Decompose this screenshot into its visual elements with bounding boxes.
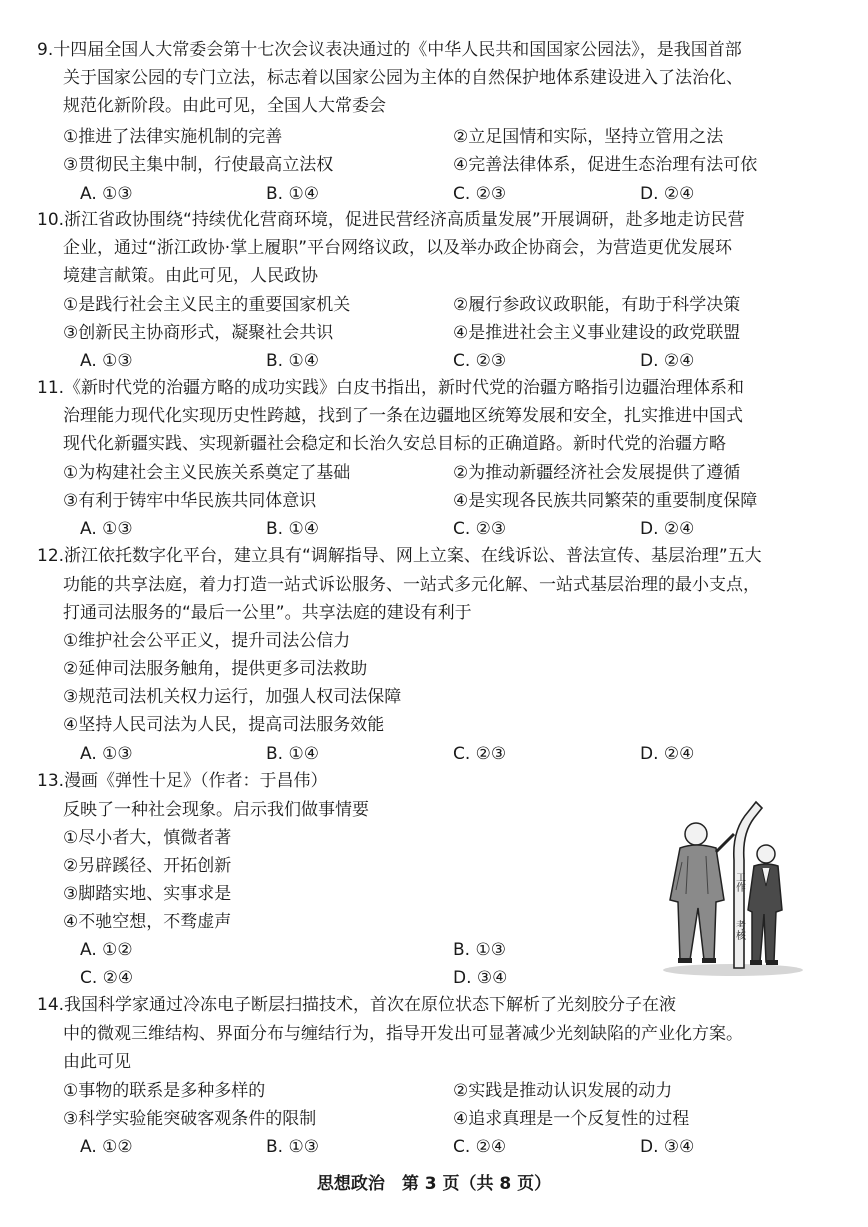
q9-stem-text-1: 9.十四届全国人大常委会第十七次会议表决通过的《中华人民共和国国家公园法》，是我国首部 xyxy=(37,40,742,60)
sign-text-top: 工作 xyxy=(733,872,745,892)
q10-options-row-2 xyxy=(0,319,868,347)
q12-stem-line-1 xyxy=(0,542,868,570)
q9-stem-text-3: 规范化新阶段。由此可见，全国人大常委会 xyxy=(63,96,386,116)
q9-choice-b: B. ①④ xyxy=(266,184,319,204)
q12-stem-text-2: 功能的共享法庭，着力打造一站式诉讼服务、一站式多元化解、一站式基层治理的最小支点， xyxy=(63,575,760,595)
q14-stem-line-1 xyxy=(0,991,868,1019)
q9-stem-line-1 xyxy=(0,36,868,64)
q11-choice-b: B. ①④ xyxy=(266,519,319,539)
q9-option-1: ①推进了法律实施机制的完善 xyxy=(63,127,283,147)
q13-option-3: ③脚踏实地、实事求是 xyxy=(63,884,232,904)
q11-choice-d: D. ②④ xyxy=(640,519,695,539)
q12-stem-text-3: 打通司法服务的“最后一公里”。共享法庭的建设有利于 xyxy=(63,603,472,623)
q9-option-2: ②立足国情和实际，坚持立管用之法 xyxy=(453,127,724,147)
q10-choice-c: C. ②③ xyxy=(453,351,507,371)
q11-options-row-1 xyxy=(0,459,868,487)
q14-option-1: ①事物的联系是多种多样的 xyxy=(63,1081,266,1101)
right-man-figure xyxy=(748,845,782,965)
q14-stem-text-3: 由此可见 xyxy=(63,1052,131,1072)
q14-choice-b: B. ①③ xyxy=(266,1137,319,1157)
q14-choice-d: D. ③④ xyxy=(640,1137,695,1157)
q10-stem-text-1: 10.浙江省政协围绕“持续优化营商环境，促进民营经济高质量发展”开展调研，赴多地走访民营 xyxy=(37,210,745,230)
q9-stem-line-3 xyxy=(0,92,868,120)
cartoon-elastic-post-illustration xyxy=(658,790,808,980)
q11-stem-line-1 xyxy=(0,374,868,402)
q11-stem-line-2 xyxy=(0,402,868,430)
q9-choice-c: C. ②③ xyxy=(453,184,507,204)
page-footer: 思想政治 第 3 页（共 8 页） xyxy=(316,1174,552,1194)
q13-option-2: ②另辟蹊径、开拓创新 xyxy=(63,856,232,876)
q12-option-row-4 xyxy=(0,711,868,739)
q11-stem-text-3: 现代化新疆实践、实现新疆社会稳定和长治久安总目标的正确道路。新时代党的治疆方略 xyxy=(63,434,726,454)
q12-option-2: ②延伸司法服务触角，提供更多司法救助 xyxy=(63,659,368,679)
left-man-figure xyxy=(670,823,734,963)
q12-option-row-1 xyxy=(0,627,868,655)
q10-options-row-1 xyxy=(0,291,868,319)
q10-choices xyxy=(0,347,868,375)
q12-option-4: ④坚持人民司法为人民，提高司法服务效能 xyxy=(63,715,385,735)
q10-option-3: ③创新民主协商形式，凝聚社会共识 xyxy=(63,323,334,343)
q14-choice-a: A. ①② xyxy=(80,1137,133,1157)
q13-choice-b: B. ①③ xyxy=(453,940,506,960)
q14-stem-line-3 xyxy=(0,1048,868,1076)
q13-choice-c: C. ②④ xyxy=(80,968,134,988)
q12-choice-a: A. ①③ xyxy=(80,744,133,764)
q14-stem-text-2: 中的微观三维结构、界面分布与缠结行为，指导开发出可显著减少光刻缺陷的产业化方案。 xyxy=(63,1024,743,1044)
q13-choice-a: A. ①② xyxy=(80,940,133,960)
q13-option-4: ④不驰空想，不骛虚声 xyxy=(63,912,232,932)
q12-choice-c: C. ②③ xyxy=(453,744,507,764)
q12-option-row-2 xyxy=(0,655,868,683)
q10-option-4: ④是推进社会主义事业建设的政党联盟 xyxy=(453,323,741,343)
q14-option-4: ④追求真理是一个反复性的过程 xyxy=(453,1109,690,1129)
q9-option-4: ④完善法律体系，促进生态治理有法可依 xyxy=(453,155,758,175)
q10-choice-b: B. ①④ xyxy=(266,351,319,371)
q14-stem-text-1: 14.我国科学家通过冷冻电子断层扫描技术，首次在原位状态下解析了光刻胶分子在液 xyxy=(37,995,677,1015)
q9-stem-text-2: 关于国家公园的专门立法，标志着以国家公园为主体的自然保护地体系建设进入了法治化、 xyxy=(63,68,743,88)
q10-choice-d: D. ②④ xyxy=(640,351,695,371)
q12-option-row-3 xyxy=(0,683,868,711)
q12-stem-line-2 xyxy=(0,571,868,599)
q11-stem-text-2: 治理能力现代化实现历史性跨越，找到了一条在边疆地区统筹发展和安全，扎实推进中国式 xyxy=(63,406,743,426)
q12-choice-b: B. ①④ xyxy=(266,744,319,764)
q11-options-row-2 xyxy=(0,487,868,515)
q12-stem-text-1: 12.浙江依托数字化平台，建立具有“调解指导、网上立案、在线诉讼、普法宣传、基层治理”五大 xyxy=(37,546,762,566)
q11-stem-line-3 xyxy=(0,430,868,458)
q14-choices xyxy=(0,1133,868,1161)
q11-stem-text-1: 11.《新时代党的治疆方略的成功实践》白皮书指出，新时代党的治疆方略指引边疆治理体系和 xyxy=(37,378,745,398)
q12-stem-line-3 xyxy=(0,599,868,627)
q14-stem-line-2 xyxy=(0,1020,868,1048)
q12-choice-d: D. ②④ xyxy=(640,744,695,764)
q14-option-3: ③科学实验能突破客观条件的限制 xyxy=(63,1109,317,1129)
q14-options-row-2 xyxy=(0,1105,868,1133)
q11-choice-a: A. ①③ xyxy=(80,519,133,539)
q11-option-1: ①为构建社会主义民族关系奠定了基础 xyxy=(63,463,351,483)
q14-options-row-1 xyxy=(0,1077,868,1105)
q13-stem-text-1: 13.漫画《弹性十足》（作者：于昌伟） xyxy=(37,771,328,791)
q9-option-3: ③贯彻民主集中制，行使最高立法权 xyxy=(63,155,334,175)
q9-options-row-1 xyxy=(0,123,868,151)
q13-stem-text-2: 反映了一种社会现象。启示我们做事情要 xyxy=(63,800,369,820)
q10-option-2: ②履行参政议政职能，有助于科学决策 xyxy=(453,295,741,315)
q11-option-4: ④是实现各民族共同繁荣的重要制度保障 xyxy=(453,491,758,511)
q12-option-1: ①维护社会公平正义，提升司法公信力 xyxy=(63,631,351,651)
q10-stem-text-3: 境建言献策。由此可见，人民政协 xyxy=(63,266,318,286)
q9-choice-a: A. ①③ xyxy=(80,184,133,204)
q12-option-3: ③规范司法机关权力运行，加强人权司法保障 xyxy=(63,687,402,707)
q9-options-row-2 xyxy=(0,151,868,179)
q10-choice-a: A. ①③ xyxy=(80,351,133,371)
q10-stem-line-1 xyxy=(0,206,868,234)
q10-option-1: ①是践行社会主义民主的重要国家机关 xyxy=(63,295,351,315)
q13-choice-d: D. ③④ xyxy=(453,968,508,988)
q10-stem-text-2: 企业，通过“浙江政协·掌上履职”平台网络议政，以及举办政企协商会，为营造更优发展环 xyxy=(63,238,733,258)
q11-option-3: ③有利于铸牢中华民族共同体意识 xyxy=(63,491,317,511)
q9-stem-line-2 xyxy=(0,64,868,92)
q10-stem-line-3 xyxy=(0,262,868,290)
q10-stem-line-2 xyxy=(0,234,868,262)
q14-choice-c: C. ②④ xyxy=(453,1137,507,1157)
q11-choice-c: C. ②③ xyxy=(453,519,507,539)
q13-option-1: ①尽小者大，慎微者著 xyxy=(63,828,232,848)
q9-choices xyxy=(0,180,868,208)
q12-choices xyxy=(0,740,868,768)
q11-choices xyxy=(0,515,868,543)
q14-option-2: ②实践是推动认识发展的动力 xyxy=(453,1081,673,1101)
ground-shadow xyxy=(663,964,803,976)
q9-choice-d: D. ②④ xyxy=(640,184,695,204)
sign-text-bottom: 考核 xyxy=(733,920,745,940)
q11-option-2: ②为推动新疆经济社会发展提供了遵循 xyxy=(453,463,741,483)
